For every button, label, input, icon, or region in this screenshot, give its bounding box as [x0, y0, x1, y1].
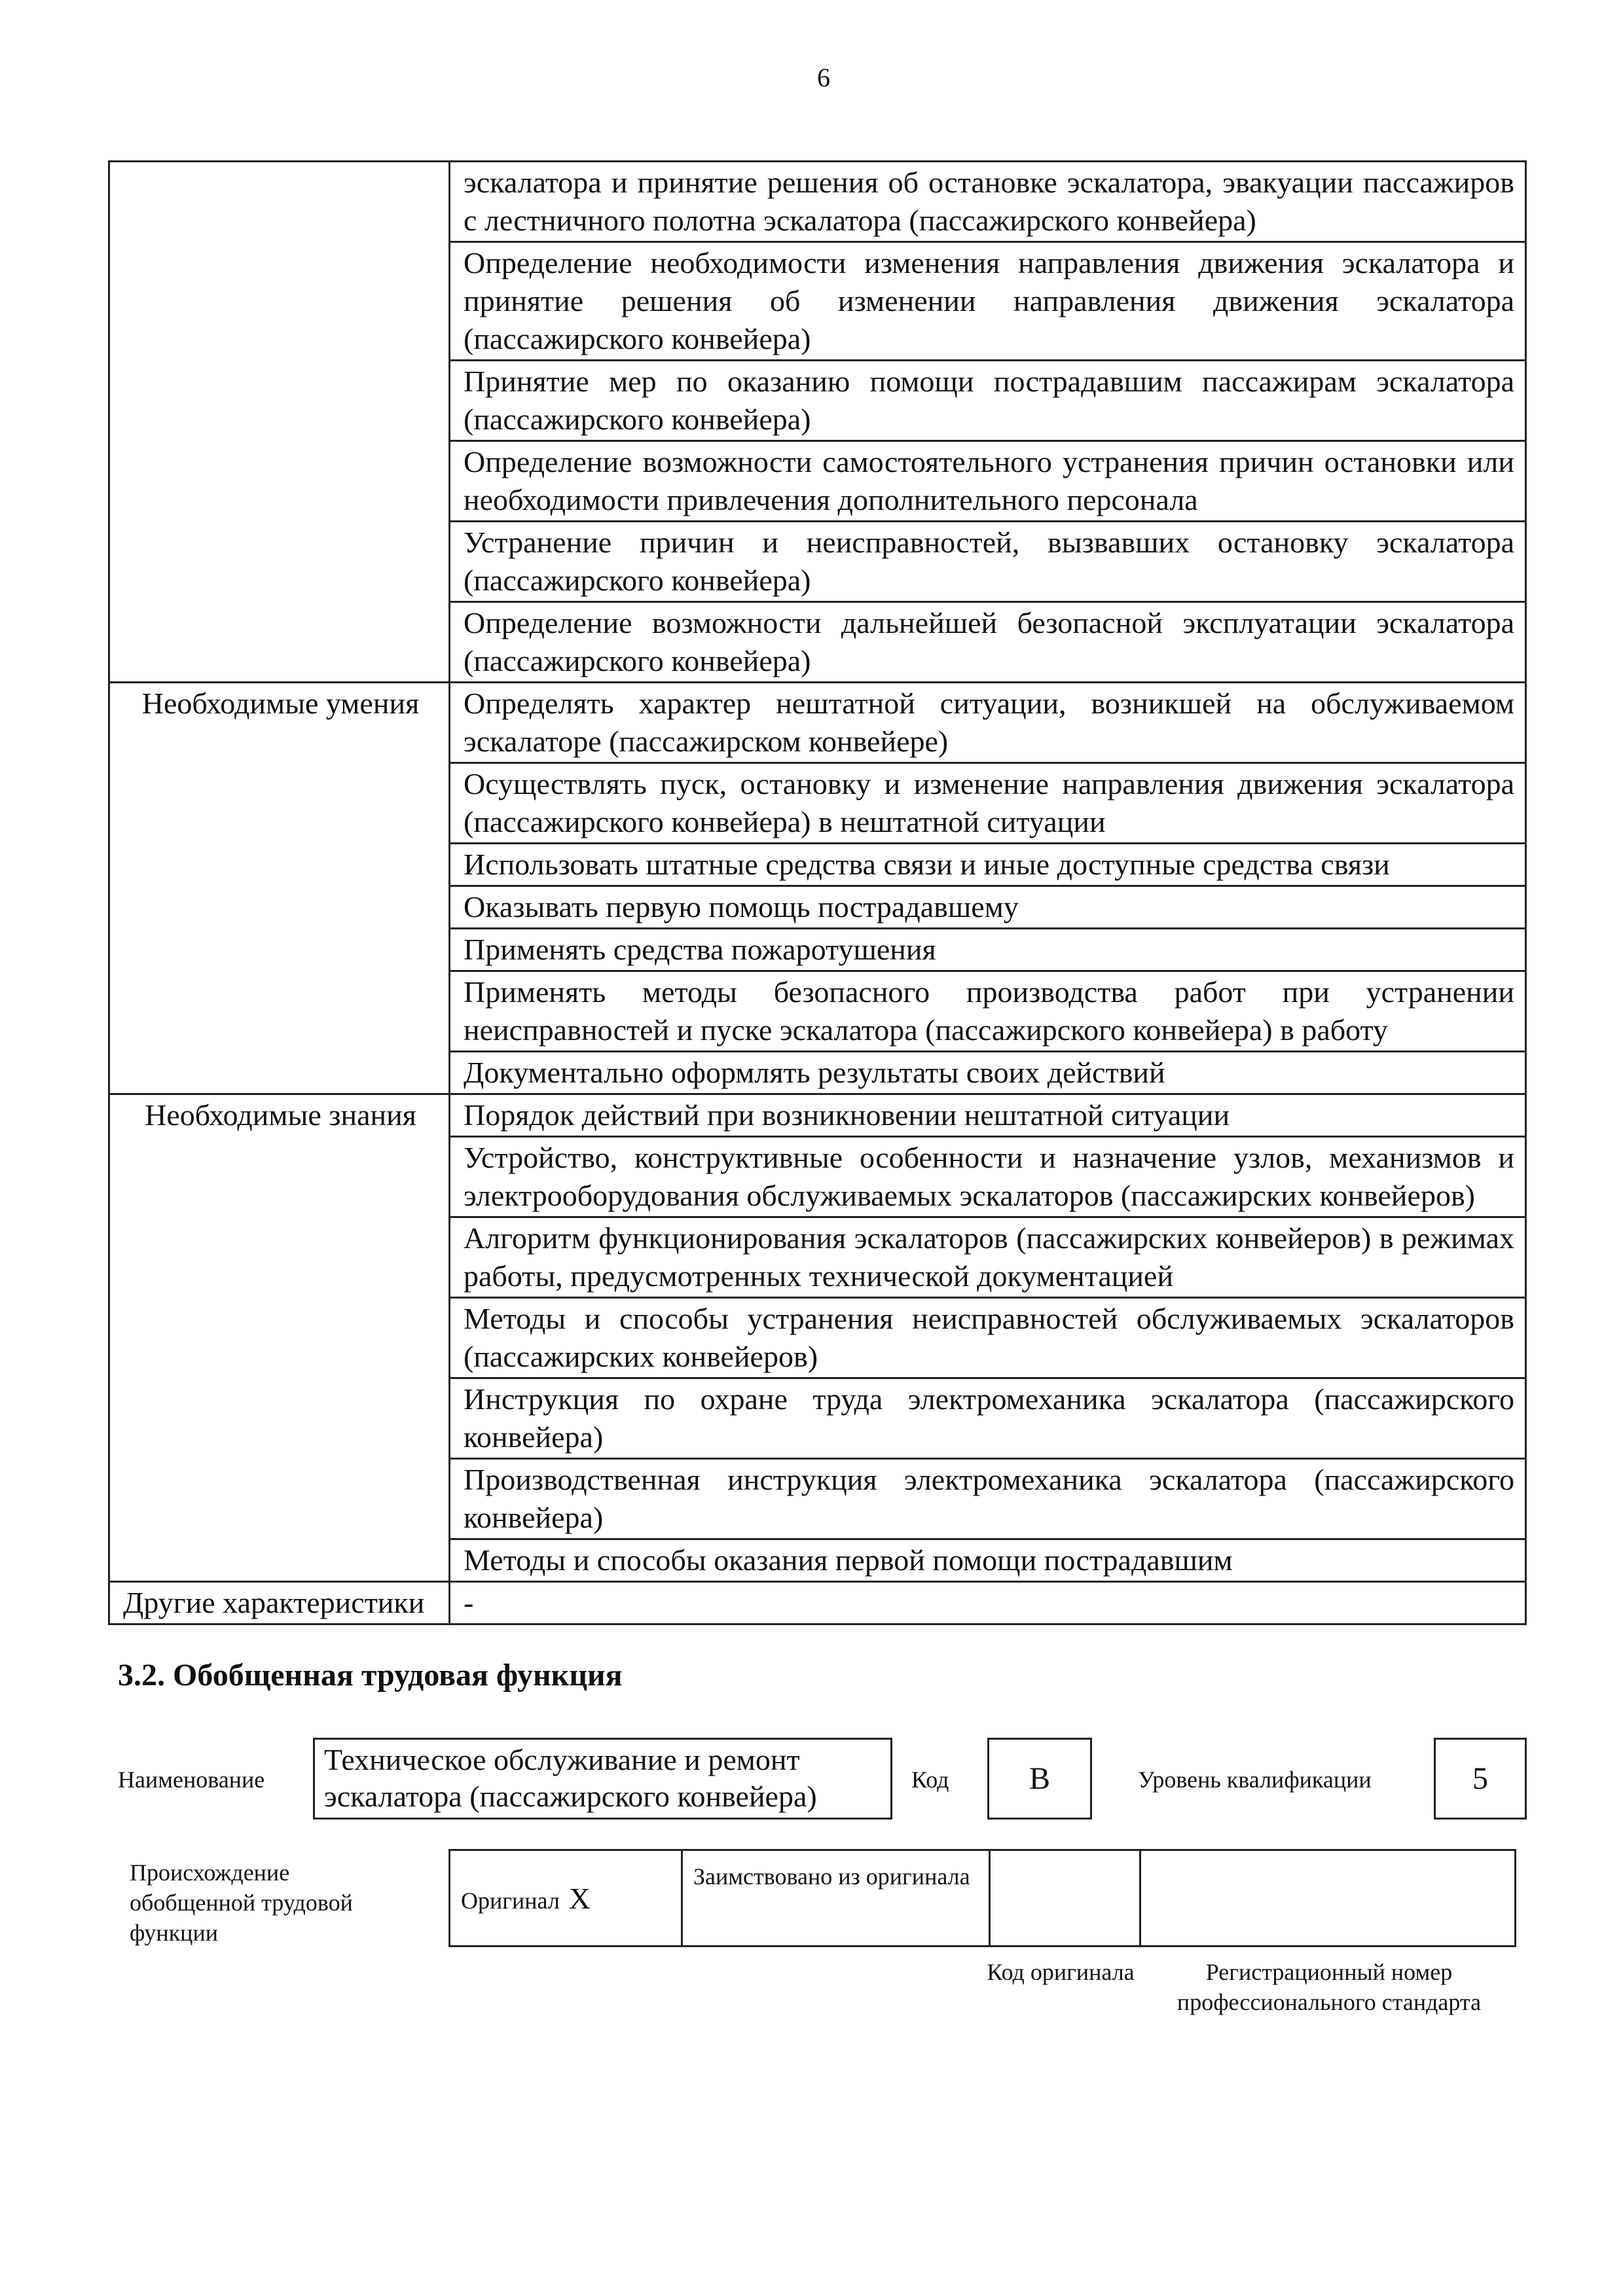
row-text: Алгоритм функционирования эскалаторов (пассажирских конвейеров) в режимах работы, предусмотренных технической документацией: [450, 1217, 1526, 1298]
original-mark: X: [568, 1881, 591, 1915]
row-text: Определять характер нештатной ситуации, возникшей на обслуживаемом эскалаторе (пассажирском конвейере): [450, 683, 1526, 763]
registration-number-cell: [1140, 1850, 1516, 1946]
borrowed-label: Заимствовано из оригинала: [682, 1850, 990, 1946]
original-code-cell: [990, 1850, 1140, 1946]
row-text: Устранение причин и неисправностей, вызвавших остановку эскалатора (пассажирского конвейера): [450, 522, 1526, 602]
skills-label: Необходимые умения: [109, 683, 450, 1094]
row-label-cell: [109, 162, 450, 683]
knowledge-label: Необходимые знания: [109, 1094, 450, 1582]
row-text: Осуществлять пуск, остановку и изменение направления движения эскалатора (пассажирского конвейера) в нештатной ситуации: [450, 763, 1526, 844]
level-value: 5: [1434, 1738, 1527, 1820]
row-text: Применять методы безопасного производства работ при устранении неисправностей и пуске эскалатора (пассажирского конвейера) в работу: [450, 971, 1526, 1052]
row-text: эскалатора и принятие решения об остановке эскалатора, эвакуации пассажиров с лестничного полотна эскалатора (пассажирского конвейера): [450, 162, 1526, 242]
row-text: Производственная инструкция электромеханика эскалатора (пассажирского конвейера): [450, 1459, 1526, 1539]
competency-table: [108, 160, 1527, 1625]
table-row: [109, 1094, 1526, 1137]
table-row: [109, 683, 1526, 763]
registration-caption: Регистрационный номер профессионального стандарта: [1176, 1959, 1482, 2015]
row-text: Инструкция по охране труда электромеханика эскалатора (пассажирского конвейера): [450, 1378, 1526, 1459]
name-label: Наименование: [118, 1767, 265, 1793]
code-caption: Код оригинала: [987, 1959, 1135, 1985]
row-text: -: [450, 1582, 1526, 1624]
row-text: Устройство, конструктивные особенности и назначение узлов, механизмов и электрооборудования обслуживаемых эскалаторов (пассажирских конвейеров): [450, 1137, 1526, 1217]
page-number: 6: [817, 63, 830, 92]
code-label: Код: [911, 1767, 949, 1793]
row-text: Оказывать первую помощь пострадавшему: [450, 886, 1526, 929]
origin-table: [448, 1849, 1516, 1947]
row-text: Методы и способы устранения неисправностей обслуживаемых эскалаторов (пассажирских конвейеров): [450, 1298, 1526, 1378]
row-text: Принятие мер по оказанию помощи пострадавшим пассажирам эскалатора (пассажирского конвейера): [450, 361, 1526, 441]
row-text: Применять средства пожаротушения: [450, 929, 1526, 971]
other-characteristics-label: Другие характеристики: [109, 1582, 450, 1624]
name-value: Техническое обслуживание и ремонт эскалатора (пассажирского конвейера): [313, 1738, 892, 1820]
row-text: Определение возможности дальнейшей безопасной эксплуатации эскалатора (пассажирского конвейера): [450, 602, 1526, 683]
row-text: Определение возможности самостоятельного устранения причин остановки или необходимости привлечения дополнительного персонала: [450, 441, 1526, 522]
row-text: Методы и способы оказания первой помощи пострадавшим: [450, 1539, 1526, 1582]
row-text: Документально оформлять результаты своих действий: [450, 1052, 1526, 1094]
section-heading: 3.2. Обобщенная трудовая функция: [118, 1658, 623, 1693]
original-label: Оригинал: [461, 1887, 560, 1914]
row-text: Использовать штатные средства связи и иные доступные средства связи: [450, 844, 1526, 886]
table-row: [109, 162, 1526, 242]
row-text: Определение необходимости изменения направления движения эскалатора и принятие решения об изменении направления движения эскалатора (пассажирского конвейера): [450, 242, 1526, 361]
table-row: [109, 1582, 1526, 1624]
original-cell: [450, 1850, 682, 1946]
code-value: B: [987, 1738, 1092, 1820]
origin-label: Происхождение обобщенной трудовой функции: [130, 1859, 353, 1946]
level-label: Уровень квалификации: [1138, 1767, 1372, 1793]
row-text: Порядок действий при возникновении нештатной ситуации: [450, 1094, 1526, 1137]
